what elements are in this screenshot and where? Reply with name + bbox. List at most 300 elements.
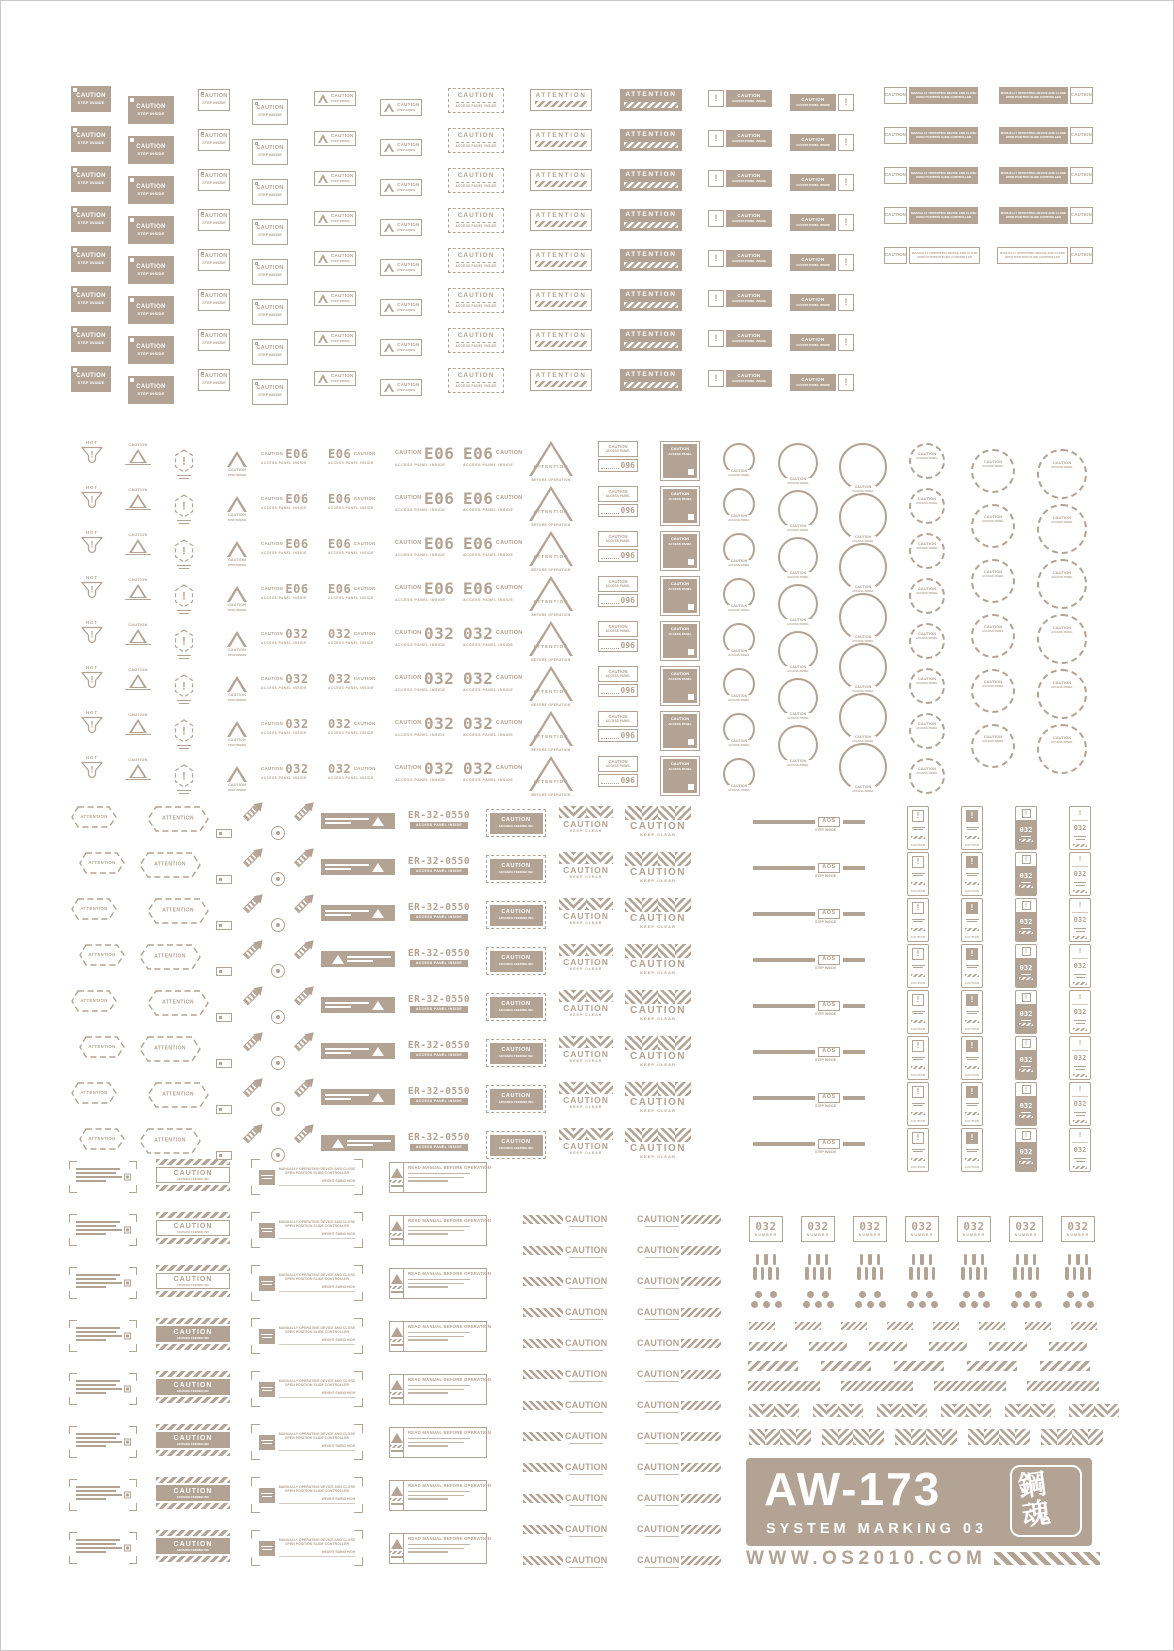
text-line-bar [569, 1412, 603, 1414]
text-lines [966, 1057, 979, 1061]
label: CAUTION [917, 586, 937, 591]
caution-keep-clear-sm [559, 990, 613, 1021]
target-dot [276, 923, 280, 927]
attention-triangle-lg [528, 576, 574, 618]
label: ACCESS PANEL INSIDE [795, 343, 831, 347]
zigzag-line [965, 1066, 979, 1069]
notch-square [255, 342, 258, 345]
label: CAUTION [200, 133, 228, 140]
chevron-pattern-icon [895, 1429, 957, 1445]
label: ! [844, 377, 848, 387]
label: ACCESS PANEL INSIDE [328, 595, 374, 600]
label: CAUTION [608, 713, 628, 719]
arrow-shaft [294, 1081, 310, 1097]
svg-text:!: ! [182, 455, 186, 468]
label: ADVANCE FEEDING INC [176, 1282, 210, 1287]
text-line-bar [860, 1254, 864, 1265]
text-line-bar [408, 1339, 448, 1340]
label: OPEN POSITION SLIDE CONTROLLER [284, 1436, 349, 1441]
label: AOS [822, 956, 836, 963]
caution-circle-lg [839, 743, 887, 794]
attention-triangle-icon [528, 756, 574, 792]
label: READ MANUAL BEFORE OPERATION [408, 1377, 492, 1382]
aos-step-line [753, 1001, 873, 1017]
text-line-bar [761, 1267, 765, 1280]
text-line-bar [179, 613, 189, 614]
text-line-bar [76, 1172, 116, 1174]
label: E06 [423, 489, 455, 508]
corner-bracket [129, 1426, 137, 1434]
corner-bracket [354, 1451, 363, 1460]
hot-shape-icon [80, 761, 104, 781]
text-line-bar [645, 1474, 679, 1476]
aos-hexagon [171, 764, 197, 800]
code-label-sm-b [328, 448, 376, 466]
caution-box [156, 1220, 230, 1236]
label: ATTENTION [162, 815, 194, 822]
label: ACCESS PANEL [668, 766, 692, 771]
label: CAUTION [563, 1140, 609, 1151]
panel-text [279, 1221, 355, 1239]
caution-step-triangle-bracket [314, 331, 356, 346]
panel-inner [259, 1376, 355, 1402]
text-line-bar [126, 1282, 129, 1285]
caution-step-triangle-bracket [314, 131, 356, 146]
tick-row [860, 1254, 881, 1265]
code-row [395, 671, 454, 687]
tick-row [1013, 1267, 1039, 1280]
label: STEP INSIDE [331, 139, 350, 143]
label: CAUTION [353, 585, 376, 591]
label: STEP INSIDE [331, 379, 350, 383]
label: CAUTION [200, 333, 228, 340]
caution-advance-feeding [156, 1424, 230, 1460]
label: ! [1078, 1085, 1082, 1093]
label: CAUTION [737, 373, 761, 378]
labels [850, 486, 876, 493]
notch-square [130, 298, 134, 302]
label: ! [970, 1040, 974, 1050]
manual-text [404, 1534, 495, 1563]
notch-square [73, 248, 77, 252]
code-label-lg-a [395, 714, 455, 738]
text-line-bar [1074, 1020, 1086, 1021]
text-line-bar [865, 1267, 869, 1280]
text-lines [912, 1011, 925, 1015]
label: AOS [822, 1140, 836, 1147]
label: STEP INSIDE [202, 140, 226, 145]
label: CAUTION [353, 630, 376, 636]
caution-bang-bar-right [790, 374, 854, 391]
labels [850, 736, 876, 743]
stripes-row [637, 1370, 721, 1379]
label: ACCESS PANEL INSIDE [415, 960, 463, 965]
text-line-bar [391, 1291, 403, 1292]
manual-text [404, 1481, 495, 1510]
hatch-stripes-icon [681, 1494, 721, 1503]
label: MANUALLY OPERATING DEVICE AND CLOSE [278, 1378, 355, 1383]
text-line-bar [76, 1494, 122, 1496]
caution-circle-dashed-sm [909, 623, 945, 659]
panel-text [279, 1486, 355, 1504]
tick-marks [749, 1254, 783, 1284]
label: ACCESS PANEL INSIDE [261, 775, 307, 780]
labels [397, 263, 420, 272]
text-lines [1074, 1112, 1086, 1116]
arrow-target [269, 852, 309, 886]
tick-row [964, 1254, 985, 1265]
label: CAUTION [331, 213, 354, 218]
aos-step-line [753, 909, 873, 925]
label: ATTENTION [533, 734, 569, 739]
dot-marks [1009, 1291, 1043, 1311]
label: MANUALLY OPERATING DEVICE AND CLOSE [910, 170, 977, 175]
label: CAUTION [457, 252, 495, 260]
warning-tag-outline [907, 1082, 929, 1126]
text-line-bar [408, 1233, 448, 1234]
corner-bracket [69, 1450, 77, 1458]
text-line-bar [1021, 1112, 1031, 1113]
caution-circle-dashed-md [971, 724, 1015, 768]
notch-square [201, 292, 204, 295]
caution-step-outline-lg [252, 99, 288, 125]
text-line-bar [966, 919, 979, 920]
attention-striped-outline [530, 209, 592, 231]
text-lines [76, 1539, 122, 1553]
caution-triangle-step [221, 631, 253, 665]
code-strip [598, 549, 638, 562]
label: OPEN POSITION SLIDE CONTROLLER [284, 1224, 349, 1229]
caution-box [884, 87, 907, 104]
manual-text [404, 1428, 495, 1457]
text-line-bar [408, 1389, 464, 1390]
label: WEIGHT SWING HIGH [321, 1390, 355, 1395]
label: STEP INSIDE [815, 1012, 837, 1016]
labels [663, 537, 697, 546]
dash-row [456, 142, 496, 143]
code-row [463, 716, 522, 732]
text-line-bar [408, 1385, 470, 1386]
label: OPEN POSITION SLIDE CONTROLLER [284, 1277, 349, 1282]
tag-top [1016, 1037, 1036, 1050]
text-lines [76, 1486, 122, 1500]
label: CAUTION [228, 512, 246, 517]
dot-marks [957, 1291, 991, 1311]
label: CAUTION [670, 716, 690, 721]
text-line-bar [262, 1337, 272, 1339]
label: CAUTION [261, 765, 283, 771]
label: MANUALLY OPERATING DEVICE AND CLOSE [1000, 170, 1067, 175]
code-label-lg-b [463, 444, 523, 468]
label: KEEP CLEAR [569, 966, 603, 971]
label: CAUTION [457, 332, 495, 340]
text-line-bar [325, 1052, 351, 1054]
panel-open-warn-bar [321, 997, 395, 1013]
warning-triangle-icon [318, 374, 328, 383]
text-line-bar [76, 1225, 116, 1227]
caution-step-triangle-bracket [314, 291, 356, 306]
hatch-stripes-icon [523, 1463, 563, 1472]
dotted-leader [601, 783, 619, 784]
tick-marks [853, 1254, 887, 1284]
hexagon-outline-icon [139, 852, 201, 878]
label: CAUTION [885, 172, 906, 178]
text-line-bar [967, 829, 977, 830]
caution-bang-bar-left [708, 130, 772, 147]
label: 032 [911, 1220, 933, 1234]
warning-triangle-icon [227, 586, 247, 602]
text-line-bar [1013, 1267, 1017, 1280]
code-bar [410, 914, 468, 921]
label: STEP INSIDE [815, 1058, 837, 1062]
label: ACCESS PANEL INSIDE [455, 183, 497, 188]
label: STEP INSIDE [227, 517, 247, 522]
label: CAUTION [76, 293, 106, 299]
panel-text [279, 1433, 355, 1451]
text-lines [1074, 1020, 1086, 1024]
label: CAUTION [565, 1307, 608, 1317]
text-lines [177, 655, 191, 659]
arrow-shaft [294, 897, 310, 913]
notch-square [73, 288, 77, 292]
label: E06 [285, 492, 309, 506]
hexagon-icon [173, 674, 195, 698]
label: CAUTION [565, 1493, 608, 1503]
attention-striped-outline [530, 129, 592, 151]
caution-bar [726, 130, 772, 147]
labels [785, 760, 811, 767]
text-bar [909, 167, 978, 184]
manual-operating-panel [251, 1212, 363, 1248]
label: HOT [86, 485, 98, 490]
text-lines [912, 1149, 925, 1153]
label: ACCESS PANEL INSIDE [731, 219, 767, 223]
labels [663, 762, 697, 771]
label: CAUTION [261, 540, 283, 546]
text-line-bar [978, 1291, 985, 1298]
label: CAUTION [173, 1275, 213, 1283]
label: ATTENTION [625, 251, 677, 258]
caution-step-filled-lg [128, 376, 174, 404]
caution-chip [259, 1276, 275, 1291]
caution-step-triangle-boxed [380, 219, 422, 236]
text-line-bar [966, 1103, 979, 1104]
text-line-bar [126, 1335, 129, 1338]
caution-step-filled-lg [128, 296, 174, 324]
label: CAUTION [801, 257, 825, 262]
code-strip [598, 594, 638, 607]
warning-triangle-icon [372, 863, 384, 872]
panel-open-warn-bar [321, 905, 395, 921]
stripes-row [637, 1463, 721, 1472]
label: ! [844, 177, 848, 187]
caution-box [884, 167, 907, 184]
label: CAUTION [397, 182, 420, 187]
caution-step-filled-sm [71, 126, 111, 152]
label: CAUTION [501, 1093, 531, 1099]
text-line-bar [219, 924, 222, 927]
attention-triangle-lg [528, 666, 574, 708]
label: ACCESS PANEL INSIDE [328, 640, 374, 645]
warning-triangle-icon [332, 1139, 344, 1148]
warn-cell [390, 1481, 404, 1510]
label: ACCESS PANEL [852, 489, 874, 494]
hatch-stripes-icon [523, 1494, 563, 1503]
target-icon [271, 1056, 285, 1070]
panel-inner [259, 1323, 355, 1349]
text-line-bar [569, 1288, 603, 1290]
text-line-bar [325, 1006, 351, 1008]
chevron-pattern-icon [749, 1429, 811, 1445]
tag-bottom [1016, 912, 1036, 941]
label: CAUTION [637, 1214, 680, 1224]
label: CAUTION [565, 1276, 608, 1286]
label: ACCESS PANEL INSIDE [261, 460, 307, 465]
code-row [463, 581, 522, 597]
tick-marks [905, 1254, 939, 1284]
caution-access-square [660, 666, 700, 706]
label: CAUTION [353, 540, 376, 546]
stripes-row [523, 1463, 613, 1472]
arrow-shaft [243, 1035, 259, 1051]
caution-triangle-sm [121, 444, 155, 466]
attention-hex-sm [79, 1128, 125, 1150]
text-line-bar [1021, 1066, 1031, 1067]
label: ADVANCE FEEDING INC [176, 1441, 210, 1446]
label: ACCESS PANEL [982, 464, 1004, 468]
label: CAUTION [737, 253, 761, 258]
text-line-bar [76, 1490, 116, 1492]
label: ACCESS PANEL [787, 763, 809, 768]
stripes-caution-right [637, 1370, 721, 1387]
label: ACCESS PANEL [916, 546, 938, 550]
warning-tag-outline [907, 1128, 929, 1172]
label: ER-32-0550 [407, 948, 471, 959]
zigzag-line [965, 836, 979, 839]
hexagon-outline-icon [71, 898, 117, 920]
stripes-caution-left [523, 1463, 613, 1480]
label: MANUALLY OPERATING DEVICE AND CLOSE [278, 1219, 355, 1224]
label: MANUALLY OPERATING DEVICE AND CLOSE [278, 1325, 355, 1330]
label: ACCESS PANEL INSIDE [463, 552, 514, 557]
attention-striped-filled [620, 129, 682, 151]
label: NUMBER [858, 1232, 882, 1237]
warning-triangle-icon [318, 214, 328, 223]
svg-text:!: ! [182, 635, 186, 648]
label: CAUTION [565, 1400, 608, 1410]
label: ACCESS PANEL INSIDE [395, 597, 446, 602]
chevron-band-lg [968, 1429, 1030, 1445]
label: CAUTION [76, 333, 106, 339]
text-line-bar [569, 1350, 603, 1352]
slash-stripes-m [809, 1342, 847, 1351]
text-line-bar [76, 1433, 120, 1435]
label: CAUTION [397, 342, 420, 347]
text-line-bar [177, 565, 191, 566]
label: OPEN POSITION SLIDE CONTROLLER [916, 95, 972, 100]
code-row [395, 716, 454, 732]
caution-bar [726, 210, 772, 227]
warning-triangle-icon [372, 817, 384, 826]
text-bar [909, 87, 978, 104]
stripes-row [523, 1401, 613, 1410]
label: E06 [463, 444, 494, 463]
label: ATTENTION [533, 644, 569, 649]
label: CAUTION [629, 1142, 687, 1154]
attention-striped-filled [620, 329, 682, 351]
label: CAUTION [983, 734, 1003, 739]
dotted-leader [601, 603, 619, 604]
warning-tag-032-filled [1015, 1036, 1037, 1080]
label: ACCESS PANEL [787, 528, 809, 533]
connector-icon [216, 1105, 232, 1114]
text-line-bar [569, 1443, 603, 1445]
label: ATTENTION [625, 171, 677, 178]
connector-icon [216, 829, 232, 838]
caution-circle-md [778, 631, 818, 674]
warning-triangle-icon [129, 584, 147, 598]
code-row [395, 446, 454, 462]
chevron-pattern-icon [1005, 1404, 1055, 1417]
text-lines [177, 610, 191, 614]
label: ACCESS PANEL INSIDE [395, 687, 446, 692]
corner-bracket [69, 1397, 77, 1405]
text-line-bar [753, 866, 815, 871]
label: CAUTION [1071, 212, 1092, 218]
dash-row [456, 222, 496, 223]
label: 032 [1073, 1146, 1087, 1155]
exclamation-icon [966, 856, 978, 868]
arrow-icon [242, 1075, 266, 1099]
text-line-bar [261, 1546, 273, 1548]
label: CAUTION [910, 1072, 926, 1077]
label: CAUTION [501, 1001, 531, 1007]
slash-stripes-xl [1027, 1381, 1099, 1391]
label: E06 [423, 444, 455, 463]
label: CAUTION [629, 1004, 687, 1016]
notch-square [73, 368, 77, 372]
arrow-icon [242, 891, 266, 915]
exclamation-icon [1022, 1131, 1031, 1140]
marker-square [124, 1333, 131, 1340]
caution-fill [490, 1089, 543, 1110]
label: KEEP CLEAR [569, 828, 603, 833]
caution-access-square [660, 711, 700, 751]
label: CAUTION [200, 253, 228, 260]
label: ACCESS PANEL INSIDE [795, 223, 831, 227]
label: CAUTION [331, 253, 354, 258]
text-line-bar [1088, 1267, 1092, 1280]
label: ACCESS PANEL [668, 676, 692, 681]
label: CAUTION [637, 1555, 680, 1565]
text-line-bar [1082, 1291, 1089, 1298]
text-line-bar [803, 1301, 810, 1308]
label: BEFORE OPERATION [531, 523, 571, 527]
label: CAUTION [136, 104, 166, 110]
warning-tag-filled [961, 990, 983, 1034]
text-line-bar [966, 965, 979, 966]
label: ACCESS PANEL INSIDE [395, 507, 446, 512]
caution-advance-feeding [156, 1530, 230, 1566]
caution-fill [490, 859, 543, 880]
caution-step-filled-sm [71, 206, 111, 232]
label: 032 [463, 624, 494, 643]
label: STEP INSIDE [331, 179, 350, 183]
tag-bottom [1016, 1096, 1036, 1125]
text-line-bar [408, 1498, 448, 1499]
attention-hex-lg [147, 898, 209, 924]
text-line-bar [1015, 1291, 1022, 1298]
